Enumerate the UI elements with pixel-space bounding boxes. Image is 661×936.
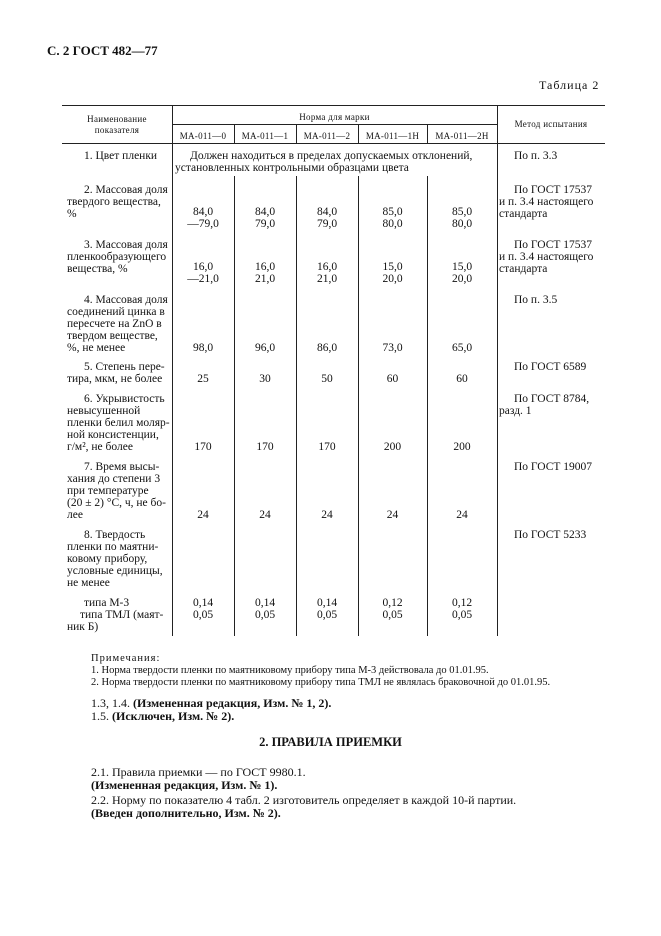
grade-header: МА-011—2Н [435,131,489,141]
section-title: 2. ПРАВИЛА ПРИЕМКИ [259,735,402,749]
table-caption: Таблица 2 [539,78,600,92]
col-name-line1: Наименование [87,114,147,124]
paragraph-2-1-note: (Измененная редакция, Изм. № 1). [91,778,278,792]
grade-header: МА-011—0 [179,131,227,141]
amendment-line: 1.3, 1.4. (Измененная редакция, Изм. № 1, 2). [91,696,332,710]
page-header: С. 2 ГОСТ 482—77 [47,43,158,58]
note-item: 1. Норма твердости пленки по маятниковому прибору типа М-3 действовала до 01.01.95. [91,665,489,676]
paragraph-2-2-note: (Введен дополнительно, Изм. № 2). [91,806,281,820]
col-norm-header: Норма для марки [299,112,370,122]
note-item: 2. Норма твердости пленки по маятниковому прибору типа ТМЛ не являлась браковочной до 01.01.95. [91,677,551,688]
paragraph-2-2: 2.2. Норму по показателю 4 табл. 2 изготовитель определяет в каждой 10-й партии. [91,793,517,807]
col-method-header: Метод испытания [514,119,588,129]
grade-header: МА-011—1 [241,131,289,141]
amendment-line: 1.5. (Исключен, Изм. № 2). [91,709,235,723]
notes-title: Примечания: [91,653,161,664]
grade-header: МА-011—2 [303,131,351,141]
grade-header: МА-011—1Н [365,131,420,141]
paragraph-2-1: 2.1. Правила приемки — по ГОСТ 9980.1. [91,765,306,779]
col-name-line2: показателя [94,125,140,135]
